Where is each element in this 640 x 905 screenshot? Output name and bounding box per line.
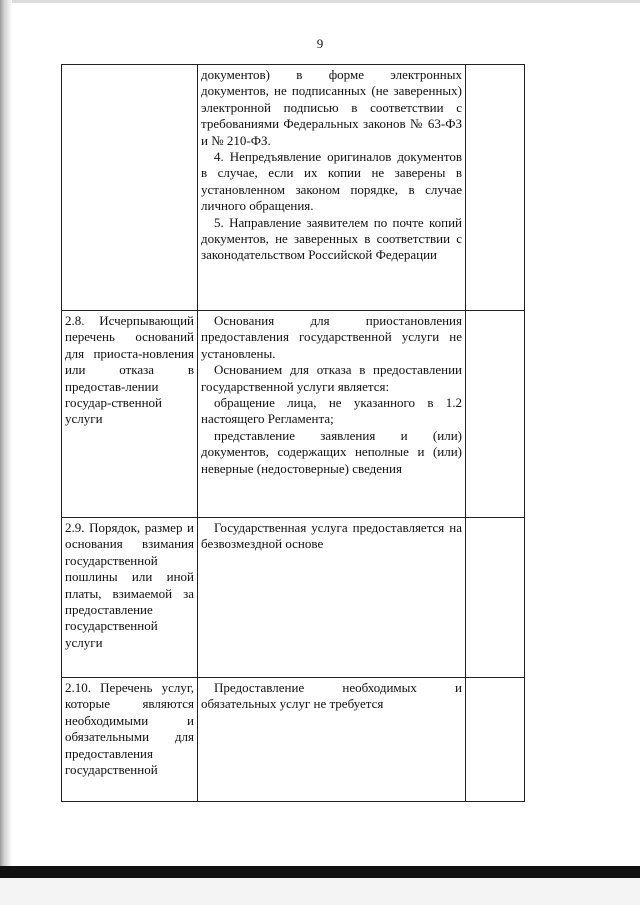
content-paragraph: Государственная услуга предоставляется на безвозмездной основе: [201, 520, 462, 552]
row-empty-cell: [466, 518, 525, 678]
content-paragraph: обращение лица, не указанного в 1.2 настоящего Регламента;: [201, 395, 462, 427]
scan-top-edge: [0, 0, 640, 3]
content-paragraph: представление заявления и (или) документов, содержащих неполные и (или) неверные (недостоверные) сведения: [201, 427, 462, 476]
table-row: [62, 311, 525, 518]
content-paragraph: Основанием для отказа в предоставлении государственной услуги является:: [201, 362, 462, 394]
row-label: 2.8. Исчерпывающий перечень оснований для приоста-новления или отказа в предостав-лении государ-ственной услуги: [62, 311, 198, 518]
regulation-table: [61, 64, 525, 802]
page-number: 9: [316, 36, 324, 51]
table-row: [62, 518, 525, 678]
content-paragraph: 5. Направление заявителем по почте копий документов, не заверенных в соответствии с законодательством Российской Федерации: [201, 214, 462, 263]
scan-left-shadow: [0, 0, 12, 905]
row-empty-cell: [466, 311, 525, 518]
row-content: [198, 518, 466, 678]
row-label: 2.10. Перечень услуг, которые являются необходимыми и обязательными для предоставления государственной: [62, 678, 198, 802]
row-content: [198, 65, 466, 311]
content-paragraph: документов) в форме электронных документов, не подписанных (не заверенных) электронной подписью в соответствии с требованиями Федеральных законов № 63-ФЗ и № 210-ФЗ.: [201, 67, 462, 148]
row-empty-cell: [466, 678, 525, 802]
content-paragraph: 4. Непредъявление оригиналов документов в случае, если их копии не заверены в установленном законом порядке, в случае личного обращения.: [201, 149, 462, 214]
row-label: 2.9. Порядок, размер и основания взимания государственной пошлины или иной платы, взимаемой за предоставление государственной услуги: [62, 518, 198, 678]
row-label: [62, 65, 198, 311]
scan-bottom-edge: [0, 866, 640, 878]
scan-bottom-margin: [0, 878, 640, 905]
row-empty-cell: [466, 65, 525, 311]
row-content: [198, 678, 466, 802]
content-paragraph: Основания для приостановления предоставления государственной услуги не установлены.: [201, 313, 462, 361]
table-row: [62, 65, 525, 311]
content-paragraph: Предоставление необходимых и обязательных услуг не требуется: [201, 680, 462, 712]
row-content: [198, 311, 466, 518]
table-row: [62, 678, 525, 802]
